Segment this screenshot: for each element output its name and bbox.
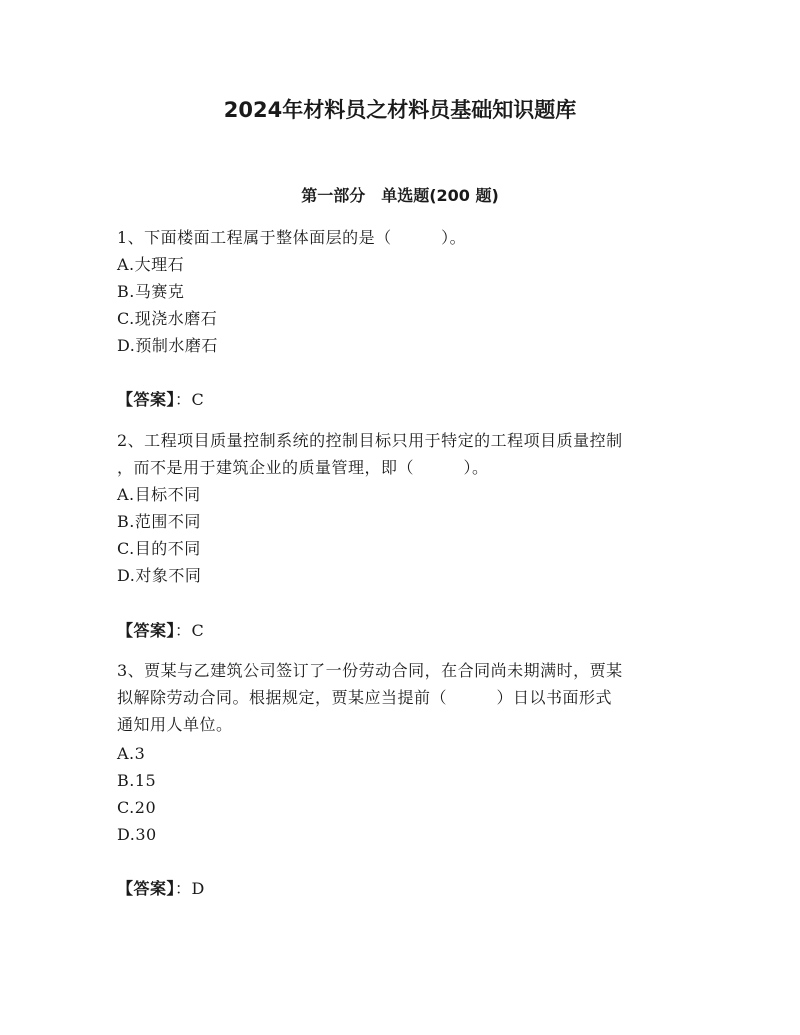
question-3-option-b: B.15	[117, 771, 157, 790]
question-1-option-d: D.预制水磨石	[117, 336, 218, 355]
question-3-option-a: A.3	[117, 744, 146, 763]
question-2-option-c: C.目的不同	[117, 539, 201, 558]
question-3-stem-line-1: 3、贾某与乙建筑公司签订了一份劳动合同，在合同尚未期满时，贾某	[117, 661, 623, 680]
question-1-stem: 1、下面楼面工程属于整体面层的是（ ）。	[117, 228, 467, 247]
answer-value: ：C	[175, 390, 205, 409]
section-heading: 第一部分 单选题(200 题)	[301, 186, 499, 205]
page-title: 2024年材料员之材料员基础知识题库	[223, 98, 577, 122]
question-1-answer	[117, 386, 204, 413]
question-2-answer	[117, 617, 204, 644]
answer-label: 【答案】	[117, 621, 176, 640]
question-2-stem-line-1: 2、工程项目质量控制系统的控制目标只用于特定的工程项目质量控制	[117, 431, 623, 450]
question-3-stem-line-3: 通知用人单位。	[117, 715, 233, 734]
question-2-option-a: A.目标不同	[117, 485, 201, 504]
answer-value: ：C	[175, 621, 205, 640]
answer-value: ：D	[175, 879, 205, 898]
answer-label: 【答案】	[117, 879, 176, 898]
question-3-answer	[117, 875, 205, 902]
question-1-option-a: A.大理石	[117, 255, 185, 274]
question-3-option-c: C.20	[117, 798, 157, 817]
question-3-option-d: D.30	[117, 825, 157, 844]
question-3-stem-line-2: 拟解除劳动合同。根据规定，贾某应当提前（ ）日以书面形式	[117, 688, 613, 707]
question-2-option-d: D.对象不同	[117, 566, 202, 585]
question-2-option-b: B.范围不同	[117, 512, 201, 531]
question-2-stem-line-2: ，而不是用于建筑企业的质量管理，即（ ）。	[117, 458, 489, 477]
question-1-option-c: C.现浇水磨石	[117, 309, 218, 328]
answer-label: 【答案】	[117, 390, 176, 409]
question-1-option-b: B.马赛克	[117, 282, 185, 301]
